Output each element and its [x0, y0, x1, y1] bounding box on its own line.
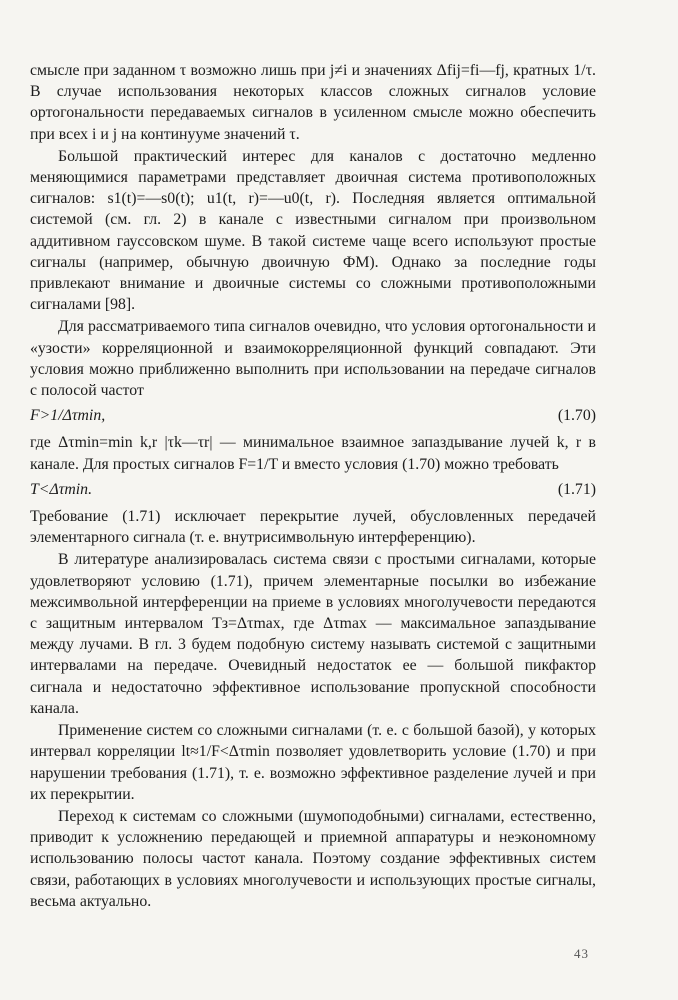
equation-formula: T<Δτmin.: [30, 480, 93, 498]
equation-number: (1.71): [557, 480, 596, 498]
paragraph-continuation: смысле при заданном τ возможно лишь при j≠i и значениях Δfij=fi—fj, кратных 1/τ. В случае использования некоторых классов сложных сигналов условие ортогональности передаваемых сигналов в усиленном смысле можно обеспечить при всех i и j на континууме значений τ.: [30, 62, 596, 143]
paragraph-requirement: Требование (1.71) исключает перекрытие лучей, обусловленных передачей элементарного сигнала (т. е. внутрисимвольную интерференцию).: [30, 508, 596, 547]
paragraph-complex-signals: Применение систем со сложными сигналами (т. е. с большой базой), у которых интервал корреляции lt≈1/F<Δτmin позволяет удовлетворить условие (1.70) и при нарушении требования (1.71), т. е. возможно эффективное разделение лучей и при их перекрытии.: [30, 722, 596, 803]
equation-1-70: [30, 405, 596, 426]
equation-formula: F>1/Δτmin,: [30, 407, 106, 425]
equation-number: (1.70): [557, 407, 596, 425]
paragraph-binary-system: Большой практический интерес для каналов с достаточно медленно меняющимися параметрами представляет двоичная система противоположных сигналов: s1(t)=—s0(t); u1(t, r)=—u0(t, r). Последняя является оптимальной системой (см. гл. 2) в канале с известными сигналом при произвольном аддитивном гауссовском шуме. В такой системе чаще всего используют простые сигналы (например, обычную двоичную ФМ). Однако за последние годы привлекают внимание и двоичные системы со сложными противоположными сигналами [98].: [30, 147, 596, 314]
paragraph-orthogonality: Для рассматриваемого типа сигналов очевидно, что условия ортогональности и «узости» корреляционной и взаимокорреляционной функций совпадают. Эти условия можно приближенно выполнить при использовании на передаче сигналов с полосой частот: [30, 318, 596, 400]
paragraph-conclusion: Переход к системам со сложными (шумоподобными) сигналами, естественно, приводит к усложнению передающей и приемной аппаратуры и неэкономному использованию полосы частот канала. Поэтому создание эффективных систем связи, работающих в условиях многолучевости и использующих простые сигналы, весьма актуально.: [30, 807, 596, 910]
body-text: [30, 60, 596, 912]
paragraph-guard-interval: В литературе анализировалась система связи с простыми сигналами, которые удовлетворяют условию (1.71), причем элементарные посылки во избежание межсимвольной интерференции на приеме в условиях многолучевости передаются с защитным интервалом Tз=Δτmax, где Δτmax — максимальное запаздывание между лучами. В гл. 3 будем подобную систему называть системой с защитными интервалами на передаче. Очевидный недостаток ее — большой пикфактор сигнала и недостаточно эффективное использование пропускной способности канала.: [30, 551, 596, 717]
paragraph-min-delay: где Δτmin=min k,r |τk—τr| — минимальное взаимное запаздывание лучей k, r в канале. Для простых сигналов F=1/T и вместо условия (1.70) можно требовать: [30, 434, 596, 473]
equation-1-71: [30, 479, 596, 500]
page-number: 43: [574, 946, 589, 961]
